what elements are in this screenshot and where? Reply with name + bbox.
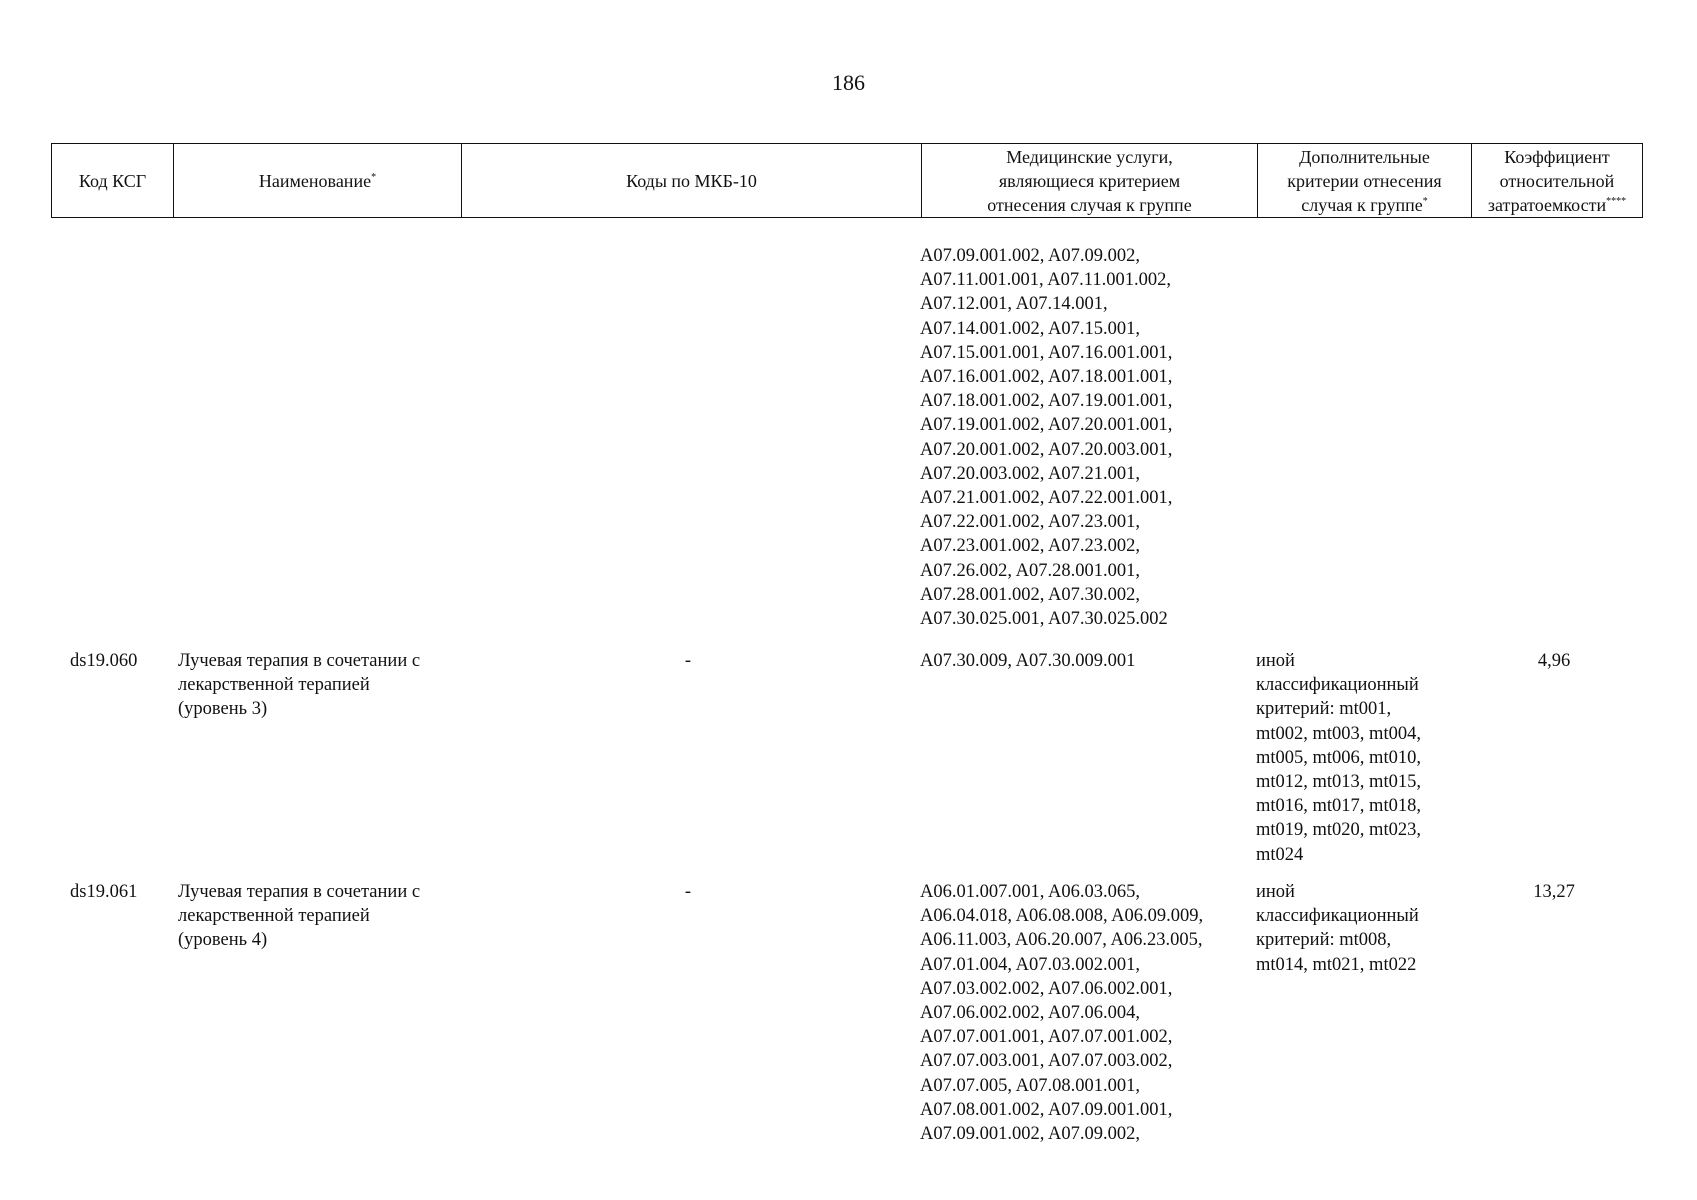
table-header	[51, 143, 1643, 218]
row-name: Лучевая терапия в сочетании с лекарственной терапией (уровень 4)	[178, 882, 421, 951]
row-name: Лучевая терапия в сочетании с лекарственной терапией (уровень 3)	[178, 651, 421, 720]
services-continuation: A07.09.001.002, A07.09.002, A07.11.001.001, A07.11.001.002, A07.12.001, A07.14.001, A07.14.001.002, A07.15.001, A07.15.001.001, A07.16.001.001, A07.16.001.002, A07.18.001.001, A07.18.001.002, A07.19.001.001, A07.19.001.002, A07.20.001.001, A07.20.001.002, A07.20.003.001, A07.20.003.002, A07.21.001, A07.21.001.002, A07.22.001.001, A07.22.001.002, A07.23.001, A07.23.001.002, A07.23.002, A07.26.002, A07.28.001.001, A07.28.001.002, A07.30.002, A07.30.025.001, A07.30.025.002	[920, 246, 1173, 630]
header-mkb: Коды по МКБ-10	[462, 144, 922, 218]
footnote-mark: *	[1422, 195, 1428, 207]
header-coef: Коэффициент относительной затратоемкости****	[1472, 144, 1643, 218]
row-code: ds19.060	[70, 651, 138, 671]
row-code: ds19.061	[70, 882, 138, 902]
row-coef: 4,96	[1537, 651, 1571, 671]
row-services: A06.01.007.001, A06.03.065, A06.04.018, A06.08.008, A06.09.009, A06.11.003, A06.20.007, A06.23.005, A07.01.004, A07.03.002.001, A07.03.002.002, A07.06.002.001, A07.06.002.002, A07.06.004, A07.07.001.001, A07.07.001.002, A07.07.003.001, A07.07.003.002, A07.07.005, A07.08.001.001, A07.08.001.002, A07.09.001.001, A07.09.001.002, A07.09.002,	[920, 882, 1204, 1145]
page-number: 186	[832, 70, 865, 95]
row-services: A07.30.009, A07.30.009.001	[920, 651, 1136, 671]
row-coef: 13,27	[1533, 882, 1575, 902]
header-services: Медицинские услуги, являющиеся критерием отнесения случая к группе	[922, 144, 1258, 218]
row-mkb: -	[684, 882, 692, 902]
header-criteria: Дополнительные критерии отнесения случая к группе*	[1258, 144, 1472, 218]
row-mkb: -	[684, 651, 692, 671]
header-name: Наименование*	[174, 144, 462, 218]
footnote-mark: ****	[1606, 195, 1627, 207]
row-criteria: иной классификационный критерий: mt001, mt002, mt003, mt004, mt005, mt006, mt010, mt012, mt013, mt015, mt016, mt017, mt018, mt019, mt020, mt023, mt024	[1256, 651, 1421, 865]
header-code: Код КСГ	[52, 144, 174, 218]
row-criteria: иной классификационный критерий: mt008, mt014, mt021, mt022	[1256, 882, 1419, 975]
footnote-mark: *	[371, 171, 377, 183]
